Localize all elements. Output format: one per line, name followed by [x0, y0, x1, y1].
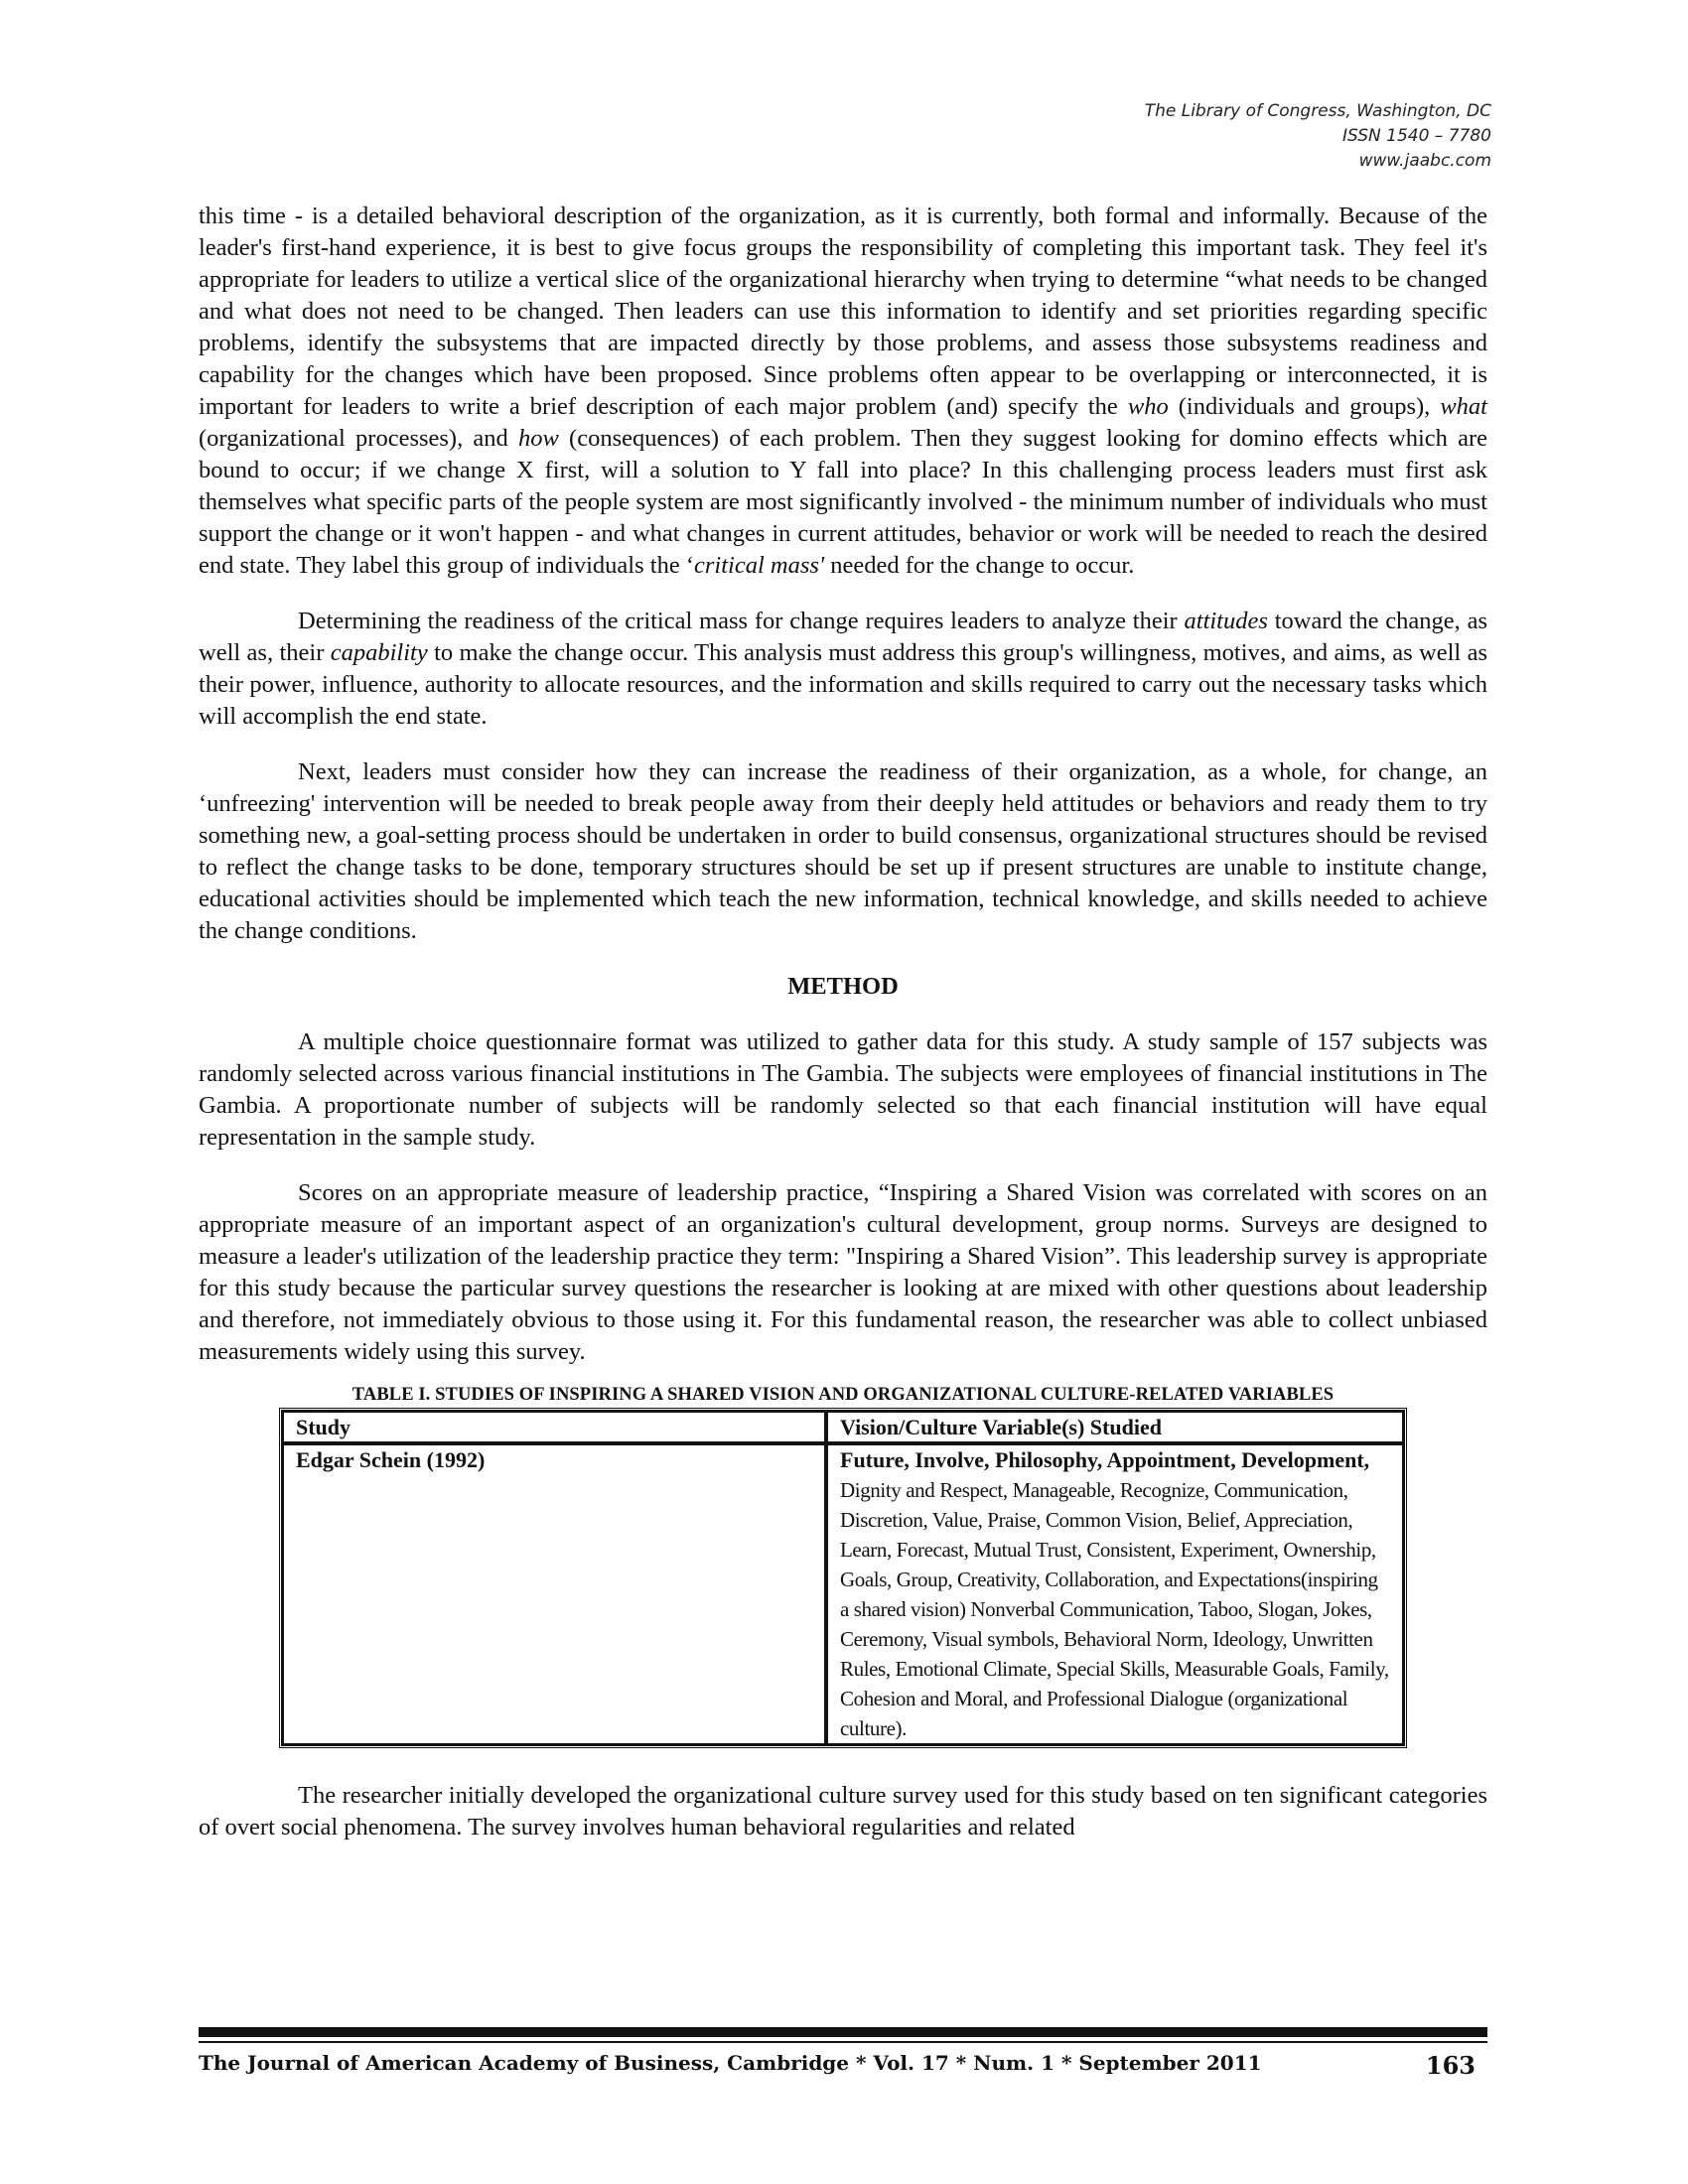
- header-library: The Library of Congress, Washington, DC: [1144, 101, 1491, 121]
- paragraph-4: A multiple choice questionnaire format was utilized to gather data for this study. A study sample of 157 subjects was randomly selected across various financial institutions in The Gambia. The subjects were employees of financial institutions in The Gambia. A proportionate number of subjects will be randomly selected so that each financial institution will have equal representation in the sample study.: [199, 1028, 1487, 1151]
- p2-text-c: to make the change occur. This analysis must address this group's willingness, motives, and aims, as well as their power, influence, authority to allocate resources, and the information and skills required to carry out the necessary tasks which will accomplish the end state.: [199, 639, 1487, 730]
- footer-rule-thin: [199, 2041, 1487, 2043]
- page-number: 163: [1425, 2051, 1476, 2080]
- paragraph-2: [199, 606, 1487, 733]
- header-issn: ISSN 1540 – 7780: [1342, 126, 1491, 146]
- header-website: www.jaabc.com: [1358, 151, 1491, 171]
- variables-rest: Dignity and Respect, Manageable, Recognize, Communication, Discretion, Value, Praise, Common Vision, Belief, Appreciation, Learn, Forecast, Mutual Trust, Consistent, Experiment, Ownership, Goals, Group, Creativity, Collaboration, and Expectations(inspiring a shared vision) Nonverbal Communication, Taboo, Slogan, Jokes, Ceremony, Visual symbols, Behavioral Norm, Ideology, Unwritten Rules, Emotional Climate, Special Skills, Measurable Goals, Family, Cohesion and Moral, and Professional Dialogue (organizational culture).: [840, 1478, 1389, 1740]
- paragraph-3: Next, leaders must consider how they can increase the readiness of their organization, as a whole, for change, an ‘unfreezing' intervention will be needed to break people away from their deeply held attitudes or behaviors and ready them to try something new, a goal-setting process should be undertaken in order to build consensus, organizational structures should be revised to reflect the change tasks to be done, temporary structures should be set up if present structures are unable to institute change, educational activities should be implemented which teach the new information, technical knowledge, and skills needed to achieve the change conditions.: [199, 758, 1487, 944]
- table-caption: TABLE I. STUDIES OF INSPIRING A SHARED VISION AND ORGANIZATIONAL CULTURE-RELATED VARIABLES: [352, 1385, 1335, 1405]
- table-cell-variables: [826, 1443, 1404, 1745]
- table-header-row: [282, 1411, 1404, 1443]
- paragraph-5: Scores on an appropriate measure of leadership practice, “Inspiring a Shared Vision was correlated with scores on an appropriate measure of an important aspect of an organization's cultural development, group norms. Surveys are designed to measure a leader's utilization of the leadership practice they term: "Inspiring a Shared Vision”. This leadership survey is appropriate for this study because the particular survey questions the researcher is looking at are mixed with other questions about leadership and therefore, not immediately obvious to those using it. For this fundamental reason, the researcher was able to collect unbiased measurements widely using this survey.: [199, 1179, 1487, 1365]
- p1-text-c: (organizational processes), and: [199, 425, 518, 452]
- variables-bold: Future, Involve, Philosophy, Appointment, Development,: [840, 1447, 1370, 1472]
- footer-journal: The Journal of American Academy of Business, Cambridge * Vol. 17 * Num. 1 * September 2011: [199, 2051, 1262, 2075]
- page-header: [1145, 99, 1491, 174]
- method-heading: METHOD: [787, 973, 899, 1000]
- p1-what: what: [1440, 393, 1487, 420]
- paragraph-6: The researcher initially developed the organizational culture survey used for this study based on ten significant categories of overt social phenomena. The survey involves human behavioral regularities and related: [199, 1782, 1487, 1841]
- p1-critical-mass: critical mass': [693, 552, 825, 579]
- footer-rule-thick: [199, 2027, 1487, 2037]
- studies-table: [279, 1408, 1407, 1748]
- p1-text-d: (consequences) of each problem. Then they suggest looking for domino effects which are bound to occur; if we change X first, will a solution to Y fall into place? In this challenging process leaders must first ask themselves what specific parts of the people system are most significantly involved - the minimum number of individuals who must support the change or it won't happen - and what changes in current attitudes, behavior or work will be needed to reach the desired end state. They label this group of individuals the ‘: [199, 425, 1487, 579]
- p2-text-b: toward the change, as well as, their: [199, 608, 1487, 666]
- p1-who: who: [1127, 393, 1169, 420]
- table-header-study: Study: [282, 1411, 826, 1443]
- table-cell-study: Edgar Schein (1992): [282, 1443, 826, 1745]
- page-footer: [199, 2051, 1476, 2080]
- p1-text-a: this time - is a detailed behavioral description of the organization, as it is currently, both formal and informally. Because of the leader's first-hand experience, it is best to give focus groups the responsibility of completing this important task. They feel it's appropriate for leaders to utilize a vertical slice of the organizational hierarchy when trying to determine “what needs to be changed and what does not need to be changed. Then leaders can use this information to identify and set priorities regarding specific problems, identify the subsystems that are impacted directly by those problems, and assess those subsystems readiness and capability for the changes which have been proposed. Since problems often appear to be overlapping or interconnected, it is important for leaders to write a brief description of each major problem (and) specify the: [199, 203, 1487, 420]
- p2-attitudes: attitudes: [1184, 608, 1268, 634]
- p1-text-e: needed for the change to occur.: [824, 552, 1135, 579]
- p1-text-b: (individuals and groups),: [1168, 393, 1441, 420]
- table-header-variables: Vision/Culture Variable(s) Studied: [826, 1411, 1404, 1443]
- p1-how: how: [518, 425, 559, 452]
- article-body: [199, 201, 1487, 1867]
- table-row: [282, 1443, 1404, 1745]
- p2-capability: capability: [330, 639, 428, 666]
- p2-text-a: Determining the readiness of the critical mass for change requires leaders to analyze their: [298, 608, 1185, 634]
- paragraph-1: [199, 201, 1487, 582]
